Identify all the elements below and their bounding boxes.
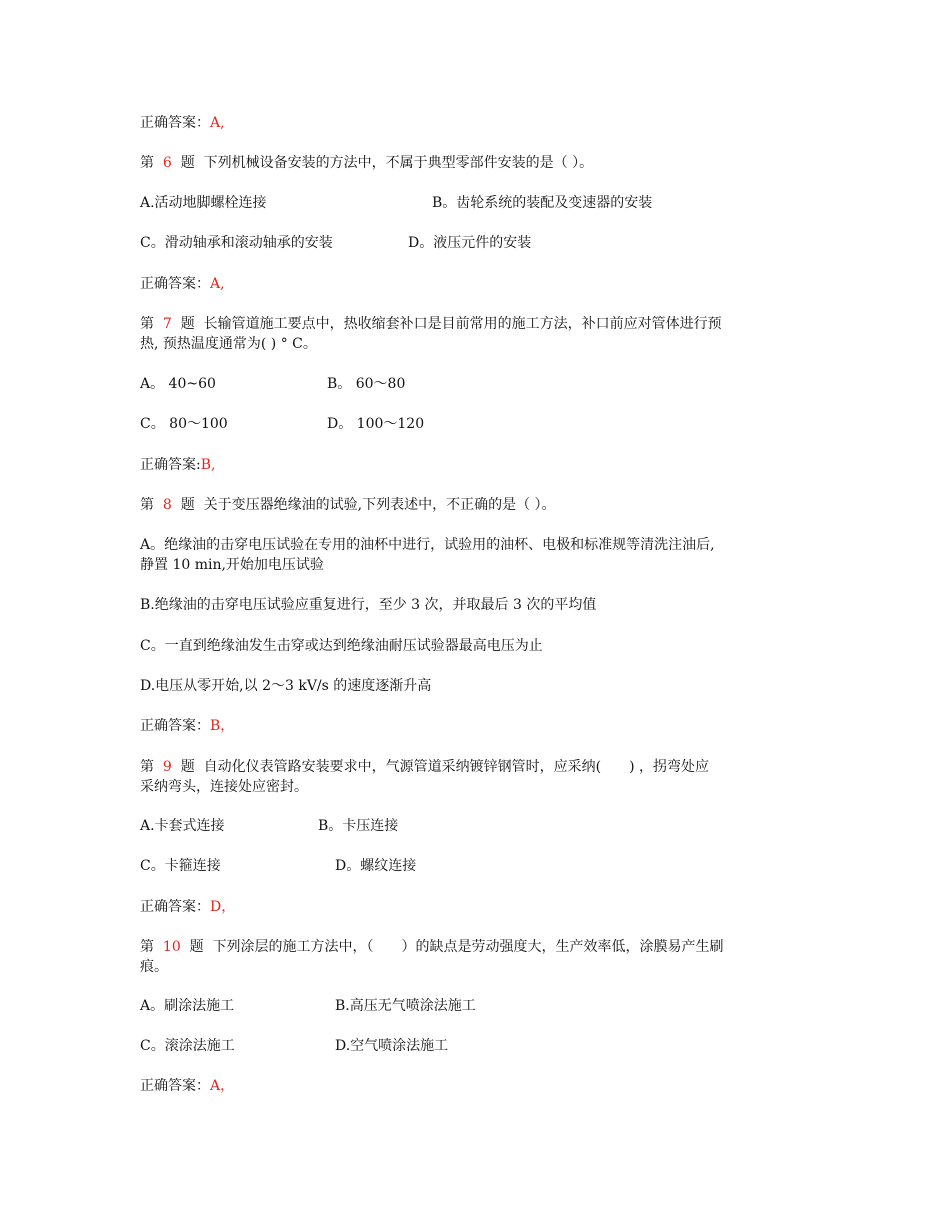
option-b: B.绝缘油的击穿电压试验应重复进行，至少 3 次，并取最后 3 次的平均值 <box>140 597 597 613</box>
question-number: 9 <box>162 759 172 775</box>
answer-value: A, <box>210 115 225 131</box>
question-7-stem-line-2: 热, 预热温度通常为( ) ° C。 <box>140 336 317 352</box>
option-d: D。液压元件的安装 <box>408 235 532 251</box>
question-stem: 下列机械设备安装的方法中，不属于典型零部件安装的是（ ）。 <box>203 155 594 171</box>
question-6-stem <box>140 153 593 173</box>
question-stem-line-1: 自动化仪表管路安装要求中，气源管道采纳镀锌钢管时，应采纳( ) ，拐弯处应 <box>203 759 710 775</box>
answer-value: D， <box>210 899 236 915</box>
answer-label: 正确答案： <box>140 115 210 131</box>
question-8-stem <box>140 495 556 515</box>
question-suffix: 题 <box>180 155 195 171</box>
question-10-stem-line-2: 痕。 <box>140 959 168 975</box>
answer-value: B, <box>200 457 216 473</box>
answer-line-7 <box>140 455 215 475</box>
option-a: A.卡套式连接 <box>140 818 225 834</box>
answer-line-9 <box>140 897 235 917</box>
answer-label: 正确答案: <box>140 457 201 473</box>
option-d: D.电压从零开始,以 2～3 kV/s 的速度逐渐升高 <box>140 678 432 694</box>
question-number: 8 <box>162 497 172 513</box>
question-suffix: 题 <box>180 497 195 513</box>
question-number: 10 <box>162 939 181 955</box>
option-b: B。齿轮系统的装配及变速器的安装 <box>432 195 653 211</box>
answer-label: 正确答案： <box>140 899 210 915</box>
option-c: C。一直到绝缘油发生击穿或达到绝缘油耐压试验器最高电压为止 <box>140 638 543 654</box>
question-prefix: 第 <box>140 316 154 332</box>
question-9-stem <box>140 757 709 777</box>
question-6-options-row-1 <box>140 193 267 213</box>
question-number: 6 <box>162 155 172 171</box>
answer-line-6 <box>140 274 225 294</box>
question-10-stem <box>140 937 724 957</box>
option-c: C。卡箍连接 <box>140 858 221 874</box>
question-7-stem <box>140 314 722 334</box>
question-prefix: 第 <box>140 759 154 775</box>
option-a-continued: 静置 10 min,开始加电压试验 <box>140 557 324 573</box>
question-prefix: 第 <box>140 939 154 955</box>
answer-value: A， <box>210 1078 235 1094</box>
option-c: C。滚涂法施工 <box>140 1038 235 1054</box>
answer-value: A, <box>210 276 225 292</box>
question-stem-line-1: 长输管道施工要点中，热收缩套补口是目前常用的施工方法，补口前应对管体进行预 <box>203 316 722 332</box>
option-a: A.活动地脚螺栓连接 <box>140 195 267 211</box>
answer-label: 正确答案： <box>140 1078 210 1094</box>
option-b: B。卡压连接 <box>318 818 399 834</box>
question-suffix: 题 <box>189 939 204 955</box>
answer-value: B， <box>210 718 235 734</box>
question-number: 7 <box>162 316 172 332</box>
answer-line-8 <box>140 716 234 736</box>
option-c: C。滑动轴承和滚动轴承的安装 <box>140 235 333 251</box>
question-stem-line-1: 下列涂层的施工方法中，（ ）的缺点是劳动强度大，生产效率低，涂膜易产生刷 <box>212 939 724 955</box>
option-b: B。 60～80 <box>327 376 406 392</box>
question-stem: 关于变压器绝缘油的试验,下列表述中，不正确的是（ ）。 <box>203 497 556 513</box>
answer-label: 正确答案： <box>140 276 210 292</box>
question-suffix: 题 <box>180 759 195 775</box>
question-prefix: 第 <box>140 155 154 171</box>
answer-label: 正确答案： <box>140 718 210 734</box>
option-a: A。绝缘油的击穿电压试验在专用的油杯中进行，试验用的油杯、电极和标准规等清洗注油后, <box>140 537 715 553</box>
question-9-stem-line-2: 采纳弯头，连接处应密封。 <box>140 779 308 795</box>
option-d: D.空气喷涂法施工 <box>335 1038 449 1054</box>
question-suffix: 题 <box>180 316 195 332</box>
option-a: A。刷涂法施工 <box>140 998 235 1014</box>
option-c: C。 80～100 <box>140 416 228 432</box>
option-d: D。螺纹连接 <box>335 858 417 874</box>
option-d: D。 100～120 <box>327 416 425 432</box>
answer-line-10 <box>140 1076 234 1096</box>
option-b: B.高压无气喷涂法施工 <box>335 998 476 1014</box>
question-prefix: 第 <box>140 497 154 513</box>
option-a: A。 40~60 <box>140 376 216 392</box>
answer-line-5 <box>140 113 225 133</box>
